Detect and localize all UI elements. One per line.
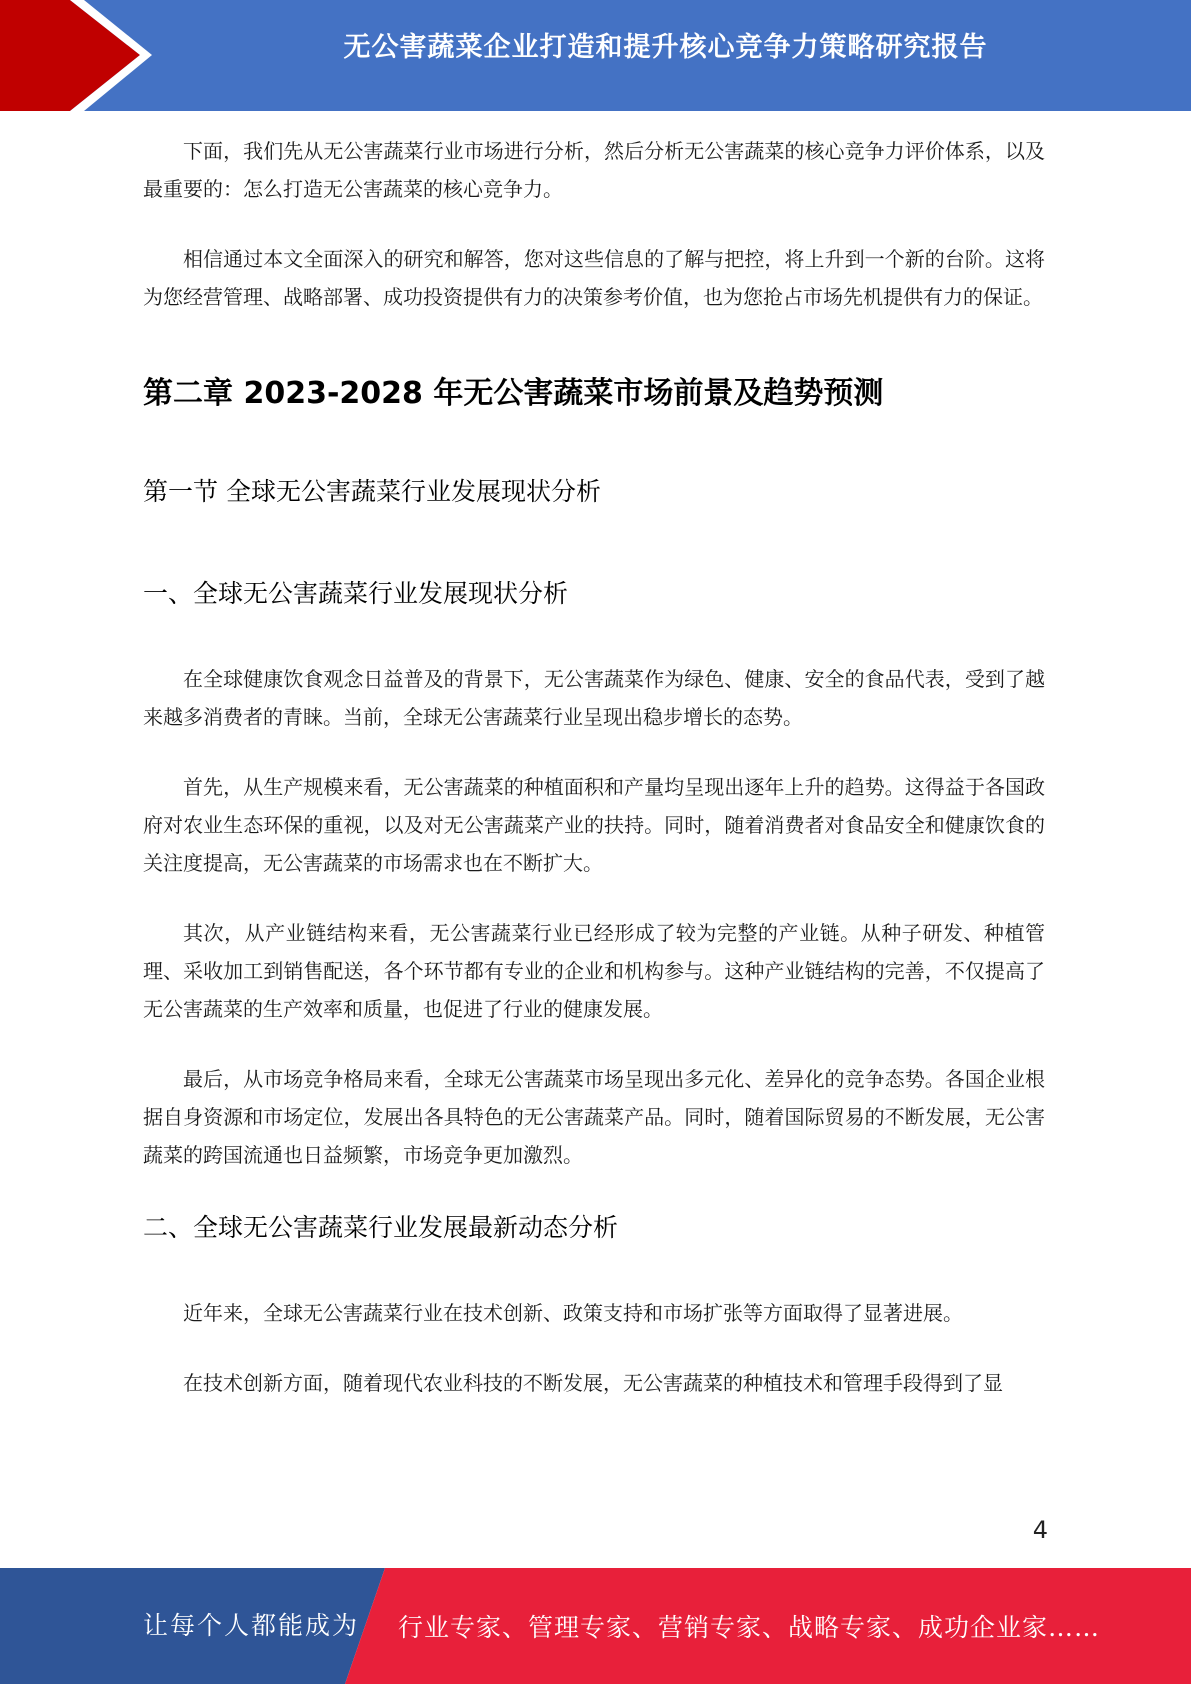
body-paragraph: 其次，从产业链结构来看，无公害蔬菜行业已经形成了较为完整的产业链。从种子研发、种植管理、采收加工到销售配送，各个环节都有专业的企业和机构参与。这种产业链结构的完善，不仅提高了无公害蔬菜的生产效率和质量，也促进了行业的健康发展。 [143,921,1045,1021]
body-paragraph: 首先，从生产规模来看，无公害蔬菜的种植面积和产量均呈现出逐年上升的趋势。这得益于各国政府对农业生态环保的重视，以及对无公害蔬菜产业的扶持。同时，随着消费者对食品安全和健康饮食的关注度提高，无公害蔬菜的市场需求也在不断扩大。 [143,775,1045,875]
intro-paragraph: 下面，我们先从无公害蔬菜行业市场进行分析，然后分析无公害蔬菜的核心竞争力评价体系，以及最重要的：怎么打造无公害蔬菜的核心竞争力。 [143,139,1045,201]
footer-slogan-left: 让每个人都能成为 [143,1611,360,1640]
page-number: 4 [1032,1516,1048,1544]
page-content [143,132,1045,1434]
body-paragraph: 在全球健康饮食观念日益普及的背景下，无公害蔬菜作为绿色、健康、安全的食品代表，受到了越来越多消费者的青睐。当前，全球无公害蔬菜行业呈现出稳步增长的态势。 [143,667,1045,729]
footer-slogan-right: 行业专家、管理专家、营销专家、战略专家、成功企业家…… [398,1613,1101,1642]
subsection-heading: 二、全球无公害蔬菜行业发展最新动态分析 [143,1213,619,1242]
body-paragraph: 近年来，全球无公害蔬菜行业在技术创新、政策支持和市场扩张等方面取得了显著进展。 [183,1301,963,1325]
footer-banner [0,1568,1191,1684]
body-paragraph: 最后，从市场竞争格局来看，全球无公害蔬菜市场呈现出多元化、差异化的竞争态势。各国企业根据自身资源和市场定位，发展出各具特色的无公害蔬菜产品。同时，随着国际贸易的不断发展，无公害蔬菜的跨国流通也日益频繁，市场竞争更加激烈。 [143,1067,1045,1167]
intro-paragraph: 相信通过本文全面深入的研究和解答，您对这些信息的了解与把控，将上升到一个新的台阶。这将为您经营管理、战略部署、成功投资提供有力的决策参考价值，也为您抢占市场先机提供有力的保证。 [143,247,1045,309]
header-arrow-decoration [0,0,200,111]
subsection-heading: 一、全球无公害蔬菜行业发展现状分析 [143,579,569,608]
section-heading: 第一节 全球无公害蔬菜行业发展现状分析 [143,477,601,506]
chapter-heading: 第二章 2023-2028 年无公害蔬菜市场前景及趋势预测 [143,376,884,411]
document-title: 无公害蔬菜企业打造和提升核心竞争力策略研究报告 [343,32,988,63]
body-paragraph: 在技术创新方面，随着现代农业科技的不断发展，无公害蔬菜的种植技术和管理手段得到了显 [183,1371,1003,1395]
header-banner [0,0,1191,111]
